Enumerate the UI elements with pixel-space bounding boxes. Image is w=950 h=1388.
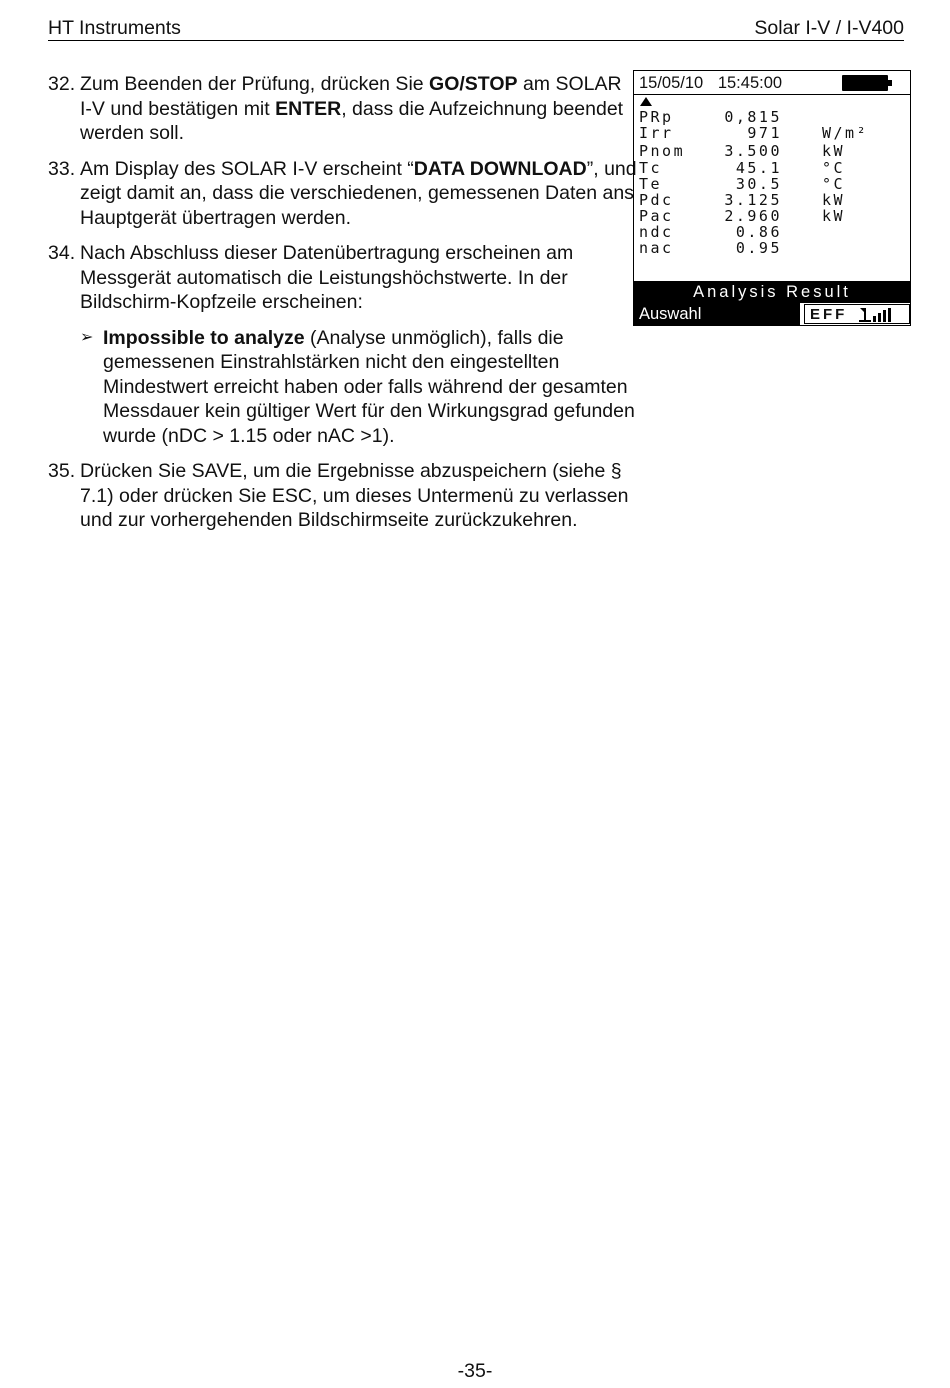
step-number: 34. bbox=[48, 242, 76, 264]
measurement-row bbox=[634, 125, 910, 142]
measurement-label: PRp bbox=[639, 108, 674, 126]
measurement-unit: kW bbox=[822, 191, 846, 209]
softkey-bar bbox=[634, 303, 910, 325]
step-text: ”, und zeigt damit an, dass die verschiedenen, gemessenen Daten ans Hauptgerät übertragen werden. bbox=[80, 157, 637, 229]
measurement-label: Tc bbox=[639, 159, 663, 177]
measurement-value: 0,815 bbox=[724, 108, 782, 126]
measurement-value: 3.125 bbox=[724, 191, 782, 209]
step-text: Drücken Sie SAVE, um die Ergebnisse abzuspeichern (siehe § 7.1) oder drücken Sie ESC, um dieses Untermenü zu verlassen und zur vorhergehenden Bildschirmseite zurückzukehren. bbox=[80, 460, 629, 531]
step-text: Nach Abschluss dieser Datenübertragung erscheinen am Messgerät automatisch die Leistungshöchstwerte. In der Bildschirm-Kopfzeile erscheinen: bbox=[80, 242, 574, 313]
step-32 bbox=[48, 72, 638, 146]
measurement-label: Pdc bbox=[639, 191, 674, 209]
analysis-result-bar: Analysis Result bbox=[634, 281, 910, 303]
display-date: 15/05/10 bbox=[639, 74, 704, 92]
measurement-label: Irr bbox=[639, 124, 674, 142]
arrow-bullet-icon: ➢ bbox=[80, 328, 94, 346]
measurement-value: 971 bbox=[747, 124, 782, 142]
step-number: 33. bbox=[48, 157, 76, 180]
measurement-value: 45.1 bbox=[735, 159, 782, 177]
step-number: 35. bbox=[48, 460, 76, 482]
page-header bbox=[48, 17, 904, 41]
step-text: , dass die Aufzeichnung beendet werden soll. bbox=[80, 97, 624, 144]
bullet-term: Impossible to analyze bbox=[103, 326, 305, 349]
display-status-bar bbox=[634, 71, 910, 95]
measurement-value: 0.95 bbox=[735, 239, 782, 257]
scroll-up-arrow-icon bbox=[640, 97, 652, 106]
instructions bbox=[48, 72, 638, 544]
page-number: -35- bbox=[457, 1360, 493, 1382]
step-text: am SOLAR I-V und bestätigen mit bbox=[80, 73, 622, 120]
key-enter: ENTER bbox=[275, 97, 342, 120]
step-text: Am Display des SOLAR I-V erscheint “ bbox=[80, 157, 414, 180]
measurement-unit: W/m² bbox=[822, 124, 869, 142]
bullet-text: (Analyse unmöglich), falls die gemessenen Einstrahlstärken nicht den eingestellten Mindestwert erreicht haben oder falls während der gesamten Messdauer kein gültiger Wert für den Wirkungsgrad gefunden wurde (nDC > 1.15 oder nAC >1). bbox=[103, 326, 635, 447]
measurement-label: Pnom bbox=[639, 142, 686, 160]
measurement-value: 2.960 bbox=[724, 207, 782, 225]
step-35 bbox=[48, 459, 638, 533]
softkey-auswahl[interactable]: Auswahl bbox=[634, 303, 800, 325]
battery-icon bbox=[842, 75, 888, 91]
measurement-unit: °C bbox=[822, 159, 846, 177]
signal-strength-icon bbox=[859, 308, 895, 322]
measurement-label: Pac bbox=[639, 207, 674, 225]
step-33 bbox=[48, 157, 638, 231]
measurement-value: 30.5 bbox=[735, 175, 782, 193]
measurement-value: 3.500 bbox=[724, 142, 782, 160]
measurement-unit: kW bbox=[822, 207, 846, 225]
softkey-eff-label: EFF bbox=[810, 306, 848, 323]
measurement-value: 0.86 bbox=[735, 223, 782, 241]
bullet-item bbox=[80, 326, 638, 449]
device-display bbox=[633, 70, 911, 326]
measurement-row bbox=[634, 240, 910, 257]
measurement-label: ndc bbox=[639, 223, 674, 241]
step-number: 32. bbox=[48, 73, 76, 95]
measurement-unit: kW bbox=[822, 142, 846, 160]
message-data-download: DATA DOWNLOAD bbox=[413, 157, 587, 180]
measurement-unit: °C bbox=[822, 175, 846, 193]
step-34 bbox=[48, 241, 638, 448]
key-gostop: GO/STOP bbox=[429, 73, 518, 95]
measurement-label: nac bbox=[639, 239, 674, 257]
measurement-row bbox=[634, 143, 910, 160]
softkey-eff[interactable] bbox=[804, 304, 910, 324]
measurement-label: Te bbox=[639, 175, 663, 193]
header-product: Solar I-V / I-V400 bbox=[754, 17, 904, 39]
header-company: HT Instruments bbox=[48, 17, 181, 39]
display-time: 15:45:00 bbox=[717, 74, 783, 92]
step-text: Zum Beenden der Prüfung, drücken Sie bbox=[80, 73, 430, 95]
